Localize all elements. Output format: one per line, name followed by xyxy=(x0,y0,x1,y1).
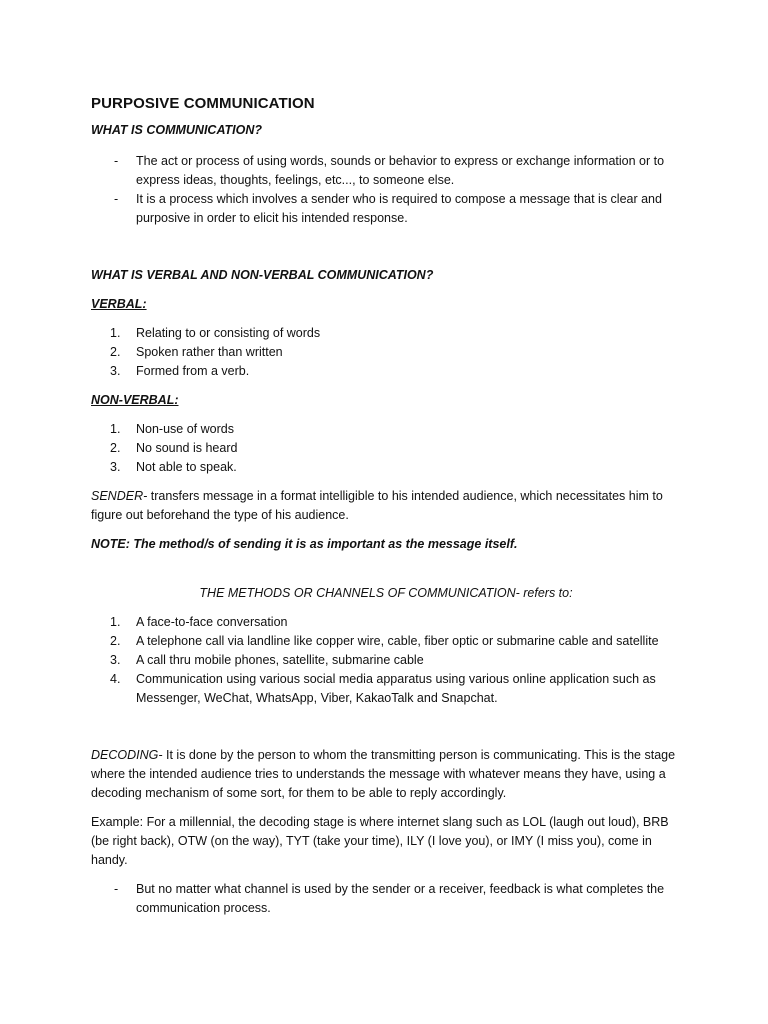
number-marker: 3. xyxy=(110,460,121,474)
list-item-text: But no matter what channel is used by the sender or a receiver, feedback is what completes the communication process. xyxy=(136,882,665,915)
dash-marker: - xyxy=(114,882,119,896)
list-item-text: Not able to speak. xyxy=(136,460,237,474)
list-item-text: Non-use of words xyxy=(136,422,234,436)
list-item xyxy=(91,613,681,632)
list-item-text: A face-to-face conversation xyxy=(136,615,288,629)
feedback-list xyxy=(91,880,681,918)
number-marker: 1. xyxy=(110,422,121,436)
sender-text: transfers message in a format intelligible to his intended audience, which necessitates him to figure out beforehand the type of his audience. xyxy=(91,489,663,522)
sender-paragraph xyxy=(91,487,681,525)
list-item xyxy=(91,439,681,458)
number-marker: 2. xyxy=(110,441,121,455)
list-item-text: Relating to or consisting of words xyxy=(136,326,321,340)
number-marker: 2. xyxy=(110,634,121,648)
dash-marker: - xyxy=(114,192,119,206)
number-marker: 3. xyxy=(110,364,121,378)
nonverbal-list xyxy=(91,420,681,477)
question-verbal-nonverbal: WHAT IS VERBAL AND NON-VERBAL COMMUNICATION? xyxy=(91,268,434,282)
list-item xyxy=(91,343,681,362)
list-item xyxy=(91,458,681,477)
number-marker: 1. xyxy=(110,615,121,629)
dash-marker: - xyxy=(114,154,119,168)
number-marker: 1. xyxy=(110,326,121,340)
verbal-list xyxy=(91,324,681,381)
number-marker: 4. xyxy=(110,672,121,686)
list-item-text: The act or process of using words, sounds or behavior to express or exchange information or to express ideas, thoughts, feelings, etc..., to someone else. xyxy=(136,154,665,187)
list-item xyxy=(91,362,681,381)
list-item xyxy=(91,632,681,651)
list-item xyxy=(91,651,681,670)
list-item xyxy=(91,670,681,708)
document-page xyxy=(91,94,681,918)
decoding-paragraph xyxy=(91,746,681,803)
list-item xyxy=(91,152,681,190)
list-item-text: Communication using various social media apparatus using various online application such as Messenger, WeChat, WhatsApp, Viber, KakaoTalk and Snapchat. xyxy=(136,672,656,705)
question-what-is-communication: WHAT IS COMMUNICATION? xyxy=(91,123,263,137)
example-paragraph: Example: For a millennial, the decoding stage is where internet slang such as LOL (laugh out loud), BRB (be right back), OTW (on the way), TYT (take your time), ILY (I love you), or IMY (I miss you), come in handy. xyxy=(91,815,669,867)
methods-list xyxy=(91,613,681,708)
list-item-text: Spoken rather than written xyxy=(136,345,283,359)
communication-definition-list xyxy=(91,152,681,228)
list-item-text: A call thru mobile phones, satellite, submarine cable xyxy=(136,653,424,667)
number-marker: 3. xyxy=(110,653,121,667)
list-item xyxy=(91,190,681,228)
number-marker: 2. xyxy=(110,345,121,359)
methods-heading: THE METHODS OR CHANNELS OF COMMUNICATION- refers to: xyxy=(199,586,573,600)
verbal-heading: VERBAL: xyxy=(91,297,147,311)
list-item xyxy=(91,420,681,439)
decoding-term: DECODING- xyxy=(91,748,163,762)
list-item xyxy=(91,880,681,918)
list-item-text: A telephone call via landline like copper wire, cable, fiber optic or submarine cable and satellite xyxy=(136,634,659,648)
list-item-text: It is a process which involves a sender who is required to compose a message that is clear and purposive in order to elicit his intended response. xyxy=(136,192,662,225)
nonverbal-heading: NON-VERBAL: xyxy=(91,393,179,407)
list-item-text: Formed from a verb. xyxy=(136,364,250,378)
decoding-text: It is done by the person to whom the transmitting person is communicating. This is the stage where the intended audience tries to understands the message with whatever means they have, using a decoding mechanism of some sort, for them to be able to reply accordingly. xyxy=(91,748,676,800)
sender-term: SENDER- xyxy=(91,489,148,503)
note-paragraph: NOTE: The method/s of sending it is as important as the message itself. xyxy=(91,537,518,551)
list-item xyxy=(91,324,681,343)
document-title: PURPOSIVE COMMUNICATION xyxy=(91,95,315,112)
list-item-text: No sound is heard xyxy=(136,441,238,455)
